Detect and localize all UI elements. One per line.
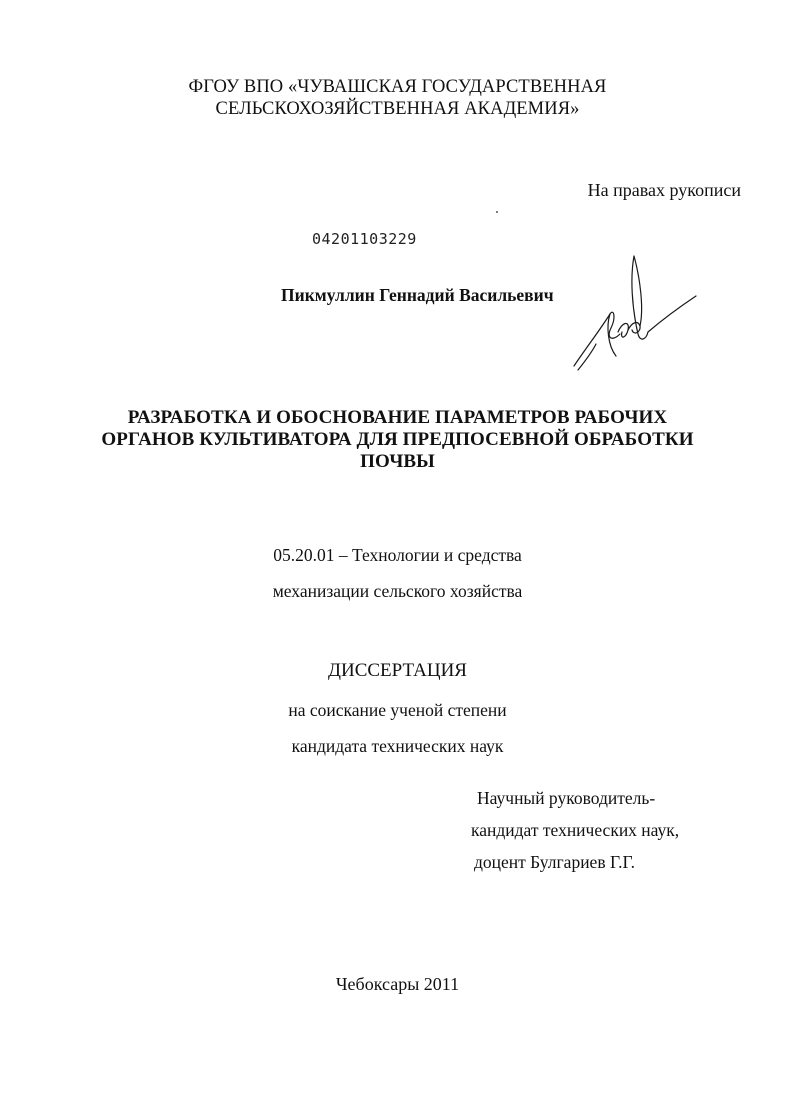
author-name: Пикмуллин Геннадий Васильевич (281, 285, 554, 305)
specialty-line-2: механизации сельского хозяйства (272, 581, 523, 601)
dissertation-title (0, 407, 795, 473)
supervisor-line-1: Научный руководитель- (477, 788, 656, 808)
title-line-2: ОРГАНОВ КУЛЬТИВАТОРА ДЛЯ ПРЕДПОСЕВНОЙ ОБРАБОТКИ (101, 429, 694, 450)
degree-description (0, 692, 795, 764)
specialty-line-1: 05.20.01 – Технологии и средства (273, 545, 522, 565)
title-line-3: ПОЧВЫ (360, 451, 435, 472)
degree-line-2: кандидата технических наук (291, 736, 504, 756)
organization-line-1: ФГОУ ВПО «ЧУВАШСКАЯ ГОСУДАРСТВЕННАЯ (188, 77, 607, 97)
organization-line-2: СЕЛЬСКОХОЗЯЙСТВЕННАЯ АКАДЕМИЯ» (215, 99, 580, 119)
signature-icon (566, 248, 706, 378)
dissertation-label: ДИССЕРТАЦИЯ (328, 660, 467, 681)
organization-name (0, 76, 795, 120)
scan-speck (496, 211, 498, 213)
serial-number: 04201103229 (312, 230, 417, 248)
title-line-1: РАЗРАБОТКА И ОБОСНОВАНИЕ ПАРАМЕТРОВ РАБОЧИХ (127, 407, 668, 428)
degree-line-1: на соискание ученой степени (288, 700, 507, 720)
supervisor-line-3: доцент Булгариев Г.Г. (474, 852, 636, 872)
specialty (0, 537, 795, 609)
rights-note: На правах рукописи (587, 180, 741, 200)
city-year: Чебоксары 2011 (335, 974, 460, 994)
supervisor-line-2: кандидат технических наук, (471, 820, 680, 840)
